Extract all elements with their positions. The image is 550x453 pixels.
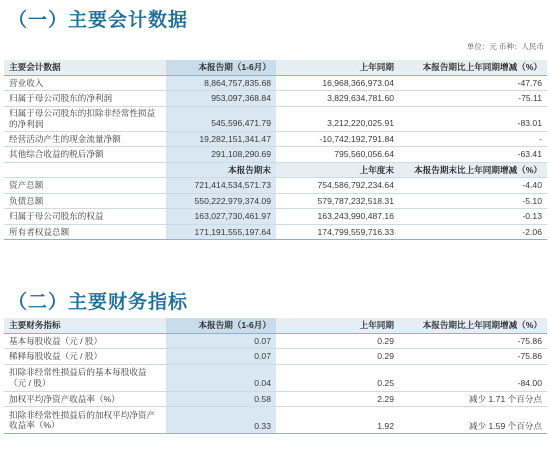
cell-change: -5.10 — [399, 193, 547, 209]
row-label: 稀释每股收益（元 / 股） — [4, 349, 166, 365]
accounting-data-table — [4, 60, 547, 240]
cell-current-period: 721,414,534,571.73 — [166, 178, 276, 194]
cell-change: 减少 1.71 个百分点 — [399, 391, 547, 407]
column-header: 上年度末 — [276, 162, 399, 178]
row-label: 归属于母公司股东的净利润 — [4, 91, 166, 107]
column-header: 主要会计数据 — [4, 60, 166, 75]
row-label: 归属于母公司股东的扣除非经常性损益的净利润 — [4, 106, 166, 131]
table-subheader-row — [4, 162, 547, 178]
table-row — [4, 209, 547, 225]
cell-current-period: 550,222,979,374.09 — [166, 193, 276, 209]
cell-current-period: 8,864,757,835.68 — [166, 75, 276, 91]
cell-prior-period: 0.29 — [276, 333, 399, 349]
cell-current-period: 163,027,730,461.97 — [166, 209, 276, 225]
financial-indicators-table — [4, 318, 547, 434]
table-row — [4, 333, 547, 349]
cell-change: -75.86 — [399, 333, 547, 349]
cell-current-period: 545,596,471.79 — [166, 106, 276, 131]
row-label: 经营活动产生的现金流量净额 — [4, 131, 166, 147]
row-label: 负债总额 — [4, 193, 166, 209]
row-label: 所有者权益总额 — [4, 224, 166, 240]
cell-prior-period: 754,586,792,234.64 — [276, 178, 399, 194]
cell-change: -84.00 — [399, 364, 547, 391]
cell-change: -75.11 — [399, 91, 547, 107]
cell-prior-period: 1.92 — [276, 407, 399, 434]
unit-note: 单位：元 币种：人民币 — [466, 42, 544, 51]
cell-change: -63.41 — [399, 147, 547, 163]
table-row — [4, 193, 547, 209]
cell-prior-period: 795,560,056.64 — [276, 147, 399, 163]
column-header: 本报告期（1-6月） — [166, 60, 276, 75]
column-header: 本报告期末比上年同期增减（%） — [399, 162, 547, 178]
cell-change: 减少 1.59 个百分点 — [399, 407, 547, 434]
row-label: 其他综合收益的税后净额 — [4, 147, 166, 163]
cell-current-period: 19,282,151,341.47 — [166, 131, 276, 147]
cell-current-period: 0.07 — [166, 333, 276, 349]
cell-current-period: 0.33 — [166, 407, 276, 434]
cell-prior-period: -10,742,192,791.84 — [276, 131, 399, 147]
table-row — [4, 178, 547, 194]
cell-prior-period: 579,787,232,518.31 — [276, 193, 399, 209]
cell-current-period: 953,097,368.84 — [166, 91, 276, 107]
cell-prior-period: 16,968,366,973.04 — [276, 75, 399, 91]
row-label: 加权平均净资产收益率（%） — [4, 391, 166, 407]
cell-change: -2.06 — [399, 224, 547, 240]
cell-change: -83.01 — [399, 106, 547, 131]
table-header-row — [4, 318, 547, 333]
table-row — [4, 91, 547, 107]
cell-current-period: 171,191,555,197.64 — [166, 224, 276, 240]
table-row — [4, 131, 547, 147]
cell-change: -75.86 — [399, 349, 547, 365]
cell-prior-period: 3,829,634,781.60 — [276, 91, 399, 107]
column-header: 主要财务指标 — [4, 318, 166, 333]
cell-current-period: 0.04 — [166, 364, 276, 391]
cell-current-period: 0.07 — [166, 349, 276, 365]
row-label: 归属于母公司股东的权益 — [4, 209, 166, 225]
row-label: 扣除非经常性损益后的加权平均净资产收益率（%） — [4, 407, 166, 434]
column-header: 上年同期 — [276, 318, 399, 333]
column-header: 本报告期比上年同期增减（%） — [399, 60, 547, 75]
table-header-row — [4, 60, 547, 75]
cell-prior-period: 0.25 — [276, 364, 399, 391]
table-row — [4, 391, 547, 407]
cell-prior-period: 163,243,990,487.16 — [276, 209, 399, 225]
table-row — [4, 224, 547, 240]
cell-change: -4.40 — [399, 178, 547, 194]
cell-change: -0.13 — [399, 209, 547, 225]
row-label: 资产总额 — [4, 178, 166, 194]
cell-prior-period: 3,212,220,025.91 — [276, 106, 399, 131]
table-row — [4, 75, 547, 91]
cell-prior-period: 2.29 — [276, 391, 399, 407]
cell-prior-period: 0.29 — [276, 349, 399, 365]
cell-change: -47.76 — [399, 75, 547, 91]
column-header: 本报告期（1-6月） — [166, 318, 276, 333]
column-header: 本报告期比上年同期增减（%） — [399, 318, 547, 333]
table-row — [4, 147, 547, 163]
section-title-accounting-data: （一）主要会计数据 — [8, 10, 189, 31]
section-title-financial-indicators: （二）主要财务指标 — [8, 292, 189, 313]
table-row — [4, 364, 547, 391]
row-label: 营业收入 — [4, 75, 166, 91]
table-row — [4, 106, 547, 131]
cell-change: - — [399, 131, 547, 147]
cell-current-period: 291,108,290.69 — [166, 147, 276, 163]
cell-prior-period: 174,799,559,716.33 — [276, 224, 399, 240]
row-label: 基本每股收益（元 / 股） — [4, 333, 166, 349]
column-header: 上年同期 — [276, 60, 399, 75]
column-header: 本报告期末 — [166, 162, 276, 178]
row-label: 扣除非经常性损益后的基本每股收益（元 / 股） — [4, 364, 166, 391]
cell-current-period: 0.58 — [166, 391, 276, 407]
column-header — [4, 162, 166, 178]
table-row — [4, 349, 547, 365]
table-row — [4, 407, 547, 434]
